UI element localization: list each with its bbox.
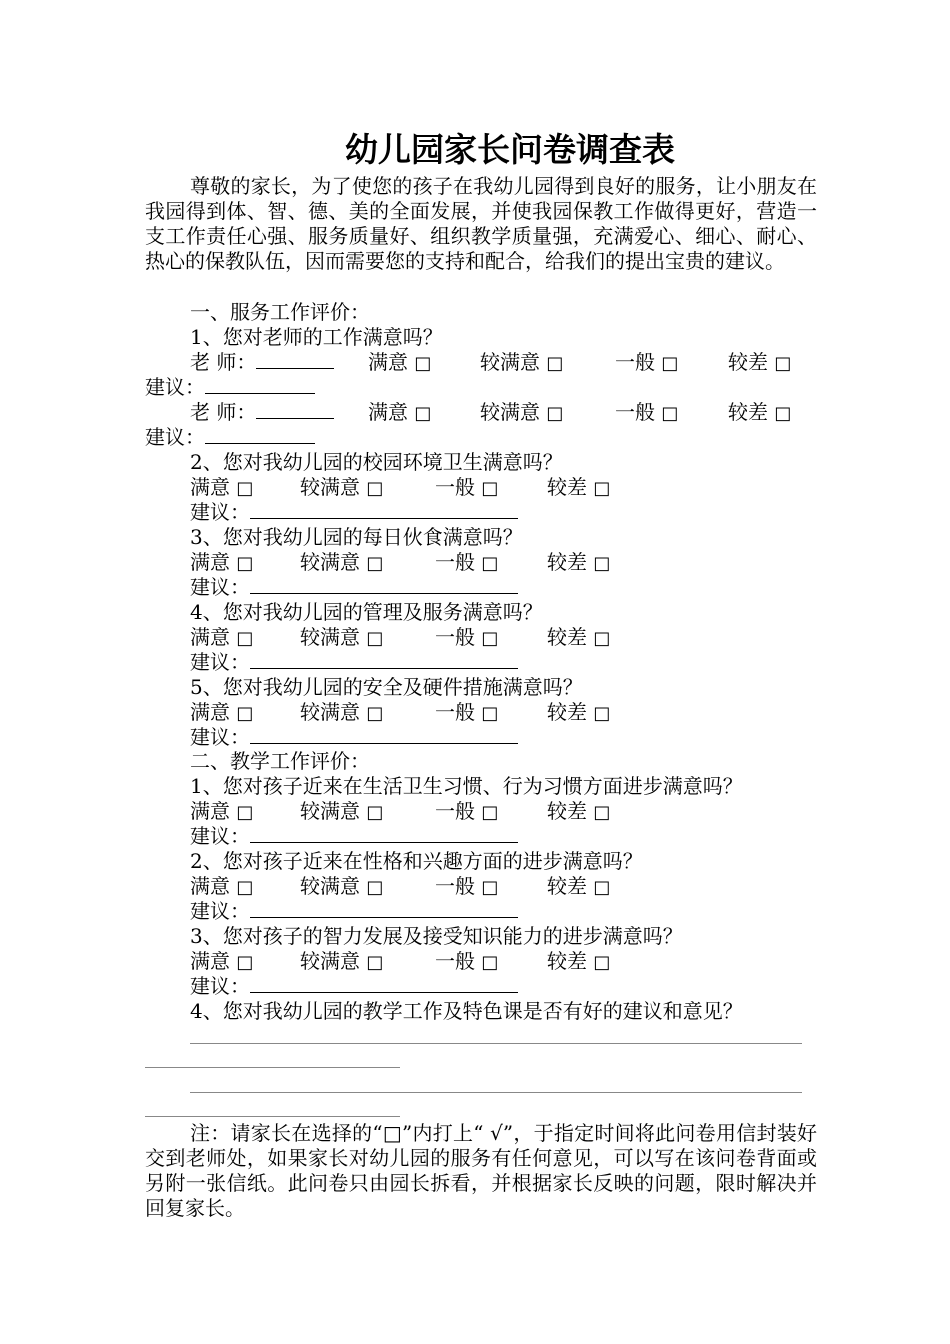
suggestion-field[interactable]: 建议： (190, 899, 518, 924)
option-poor[interactable]: 较差 □ (547, 949, 611, 973)
option-poor[interactable]: 较差 □ (547, 700, 611, 724)
option-average[interactable]: 一般 □ (615, 350, 679, 374)
option-satisfied[interactable]: 满意 □ (190, 949, 254, 973)
s1-question-2: 2、您对我幼儿园的校园环境卫生满意吗？ (190, 450, 563, 474)
rating-row (190, 874, 810, 899)
option-average[interactable]: 一般 □ (435, 550, 499, 574)
checkbox[interactable]: □ (481, 553, 499, 574)
checkbox[interactable]: □ (546, 353, 564, 374)
checkbox[interactable]: □ (236, 877, 254, 898)
option-satisfied[interactable]: 满意 □ (190, 874, 254, 898)
checkbox[interactable]: □ (661, 403, 679, 424)
checkbox[interactable]: □ (593, 553, 611, 574)
checkbox[interactable]: □ (236, 703, 254, 724)
suggestion-blank[interactable] (250, 899, 518, 918)
teacher-name-blank[interactable] (256, 350, 334, 369)
s2-question-3: 3、您对孩子的智力发展及接受知识能力的进步满意吗？ (190, 924, 683, 948)
checkbox[interactable]: □ (366, 802, 384, 823)
option-fairly-satisfied[interactable]: 较满意 □ (300, 700, 384, 724)
suggestion-field[interactable]: 建议： (190, 650, 518, 675)
checkbox[interactable]: □ (481, 952, 499, 973)
option-fairly-satisfied[interactable]: 较满意 □ (480, 350, 564, 374)
rating-row (190, 475, 810, 500)
section1-heading: 一、服务工作评价： (190, 300, 370, 324)
option-average[interactable]: 一般 □ (615, 400, 679, 424)
option-poor[interactable]: 较差 □ (728, 350, 792, 374)
checkbox[interactable]: □ (414, 353, 432, 374)
option-fairly-satisfied[interactable]: 较满意 □ (300, 550, 384, 574)
answer-line[interactable] (145, 1067, 400, 1068)
checkbox[interactable]: □ (236, 802, 254, 823)
option-fairly-satisfied[interactable]: 较满意 □ (480, 400, 564, 424)
checkbox[interactable]: □ (593, 703, 611, 724)
rating-row (190, 949, 810, 974)
suggestion-blank[interactable] (250, 824, 518, 843)
teacher-rating-row-2 (190, 400, 810, 425)
suggestion-field[interactable]: 建议： (190, 725, 518, 750)
suggestion-blank[interactable] (250, 575, 518, 594)
s2-question-2: 2、您对孩子近来在性格和兴趣方面的进步满意吗？ (190, 849, 643, 873)
option-poor[interactable]: 较差 □ (547, 874, 611, 898)
suggestion-blank[interactable] (250, 500, 518, 519)
checkbox[interactable]: □ (414, 403, 432, 424)
s2-question-1: 1、您对孩子近来在生活卫生习惯、行为习惯方面进步满意吗？ (190, 774, 743, 798)
option-satisfied[interactable]: 满意 □ (368, 350, 432, 374)
checkbox[interactable]: □ (774, 353, 792, 374)
option-average[interactable]: 一般 □ (435, 799, 499, 823)
option-satisfied[interactable]: 满意 □ (190, 475, 254, 499)
option-satisfied[interactable]: 满意 □ (190, 625, 254, 649)
answer-line[interactable] (145, 1116, 400, 1117)
option-average[interactable]: 一般 □ (435, 949, 499, 973)
teacher-name-field[interactable]: 老 师： (190, 400, 334, 425)
suggestion-field[interactable]: 建议： (190, 824, 518, 849)
checkbox[interactable]: □ (236, 628, 254, 649)
checkbox[interactable]: □ (593, 628, 611, 649)
option-satisfied[interactable]: 满意 □ (368, 400, 432, 424)
checkbox[interactable]: □ (366, 553, 384, 574)
checkbox[interactable]: □ (236, 952, 254, 973)
s1-question-1: 1、您对老师的工作满意吗？ (190, 325, 443, 349)
suggestion-field[interactable]: 建议： (190, 974, 518, 999)
teacher-name-field[interactable]: 老 师： (190, 350, 334, 375)
note-paragraph: 注：请家长在选择的“□”内打上“ √”，于指定时间将此问卷用信封装好交到老师处，如果家长对幼儿园的服务有任何意见，可以写在该问卷背面或另附一张信纸。此问卷只由园长拆看，并根据家长反映的问题，限时解决并回复家长。 (145, 1121, 817, 1220)
option-poor[interactable]: 较差 □ (547, 799, 611, 823)
suggestion-field[interactable]: 建议： (190, 575, 518, 600)
teacher-rating-row-1 (190, 350, 810, 375)
s2-question-4: 4、您对我幼儿园的教学工作及特色课是否有好的建议和意见？ (190, 999, 743, 1023)
suggestion-field[interactable]: 建议： (145, 375, 315, 400)
checkbox[interactable]: □ (366, 478, 384, 499)
checkbox[interactable]: □ (593, 802, 611, 823)
intro-paragraph: 尊敬的家长，为了使您的孩子在我幼儿园得到良好的服务，让小朋友在我园得到体、智、德、美的全面发展，并使我园保教工作做得更好，营造一支工作责任心强、服务质量好、组织教学质量强，充满爱心、细心、耐心、热心的保教队伍，因而需要您的支持和配合，给我们的提出宝贵的建议。 (145, 174, 817, 273)
suggestion-blank[interactable] (250, 650, 518, 669)
option-satisfied[interactable]: 满意 □ (190, 550, 254, 574)
suggestion-blank[interactable] (250, 725, 518, 744)
section2-heading: 二、教学工作评价： (190, 749, 370, 773)
teacher-name-blank[interactable] (256, 400, 334, 419)
checkbox[interactable]: □ (661, 353, 679, 374)
checkbox[interactable]: □ (593, 952, 611, 973)
checkbox[interactable]: □ (593, 478, 611, 499)
option-poor[interactable]: 较差 □ (547, 625, 611, 649)
option-fairly-satisfied[interactable]: 较满意 □ (300, 625, 384, 649)
rating-row (190, 625, 810, 650)
option-poor[interactable]: 较差 □ (547, 550, 611, 574)
checkbox[interactable]: □ (481, 877, 499, 898)
option-fairly-satisfied[interactable]: 较满意 □ (300, 475, 384, 499)
answer-line[interactable] (190, 1092, 802, 1093)
option-fairly-satisfied[interactable]: 较满意 □ (300, 874, 384, 898)
suggestion-blank[interactable] (250, 974, 518, 993)
answer-line[interactable] (190, 1043, 802, 1044)
checkbox[interactable]: □ (236, 478, 254, 499)
checkbox[interactable]: □ (366, 877, 384, 898)
suggestion-field[interactable]: 建议： (190, 500, 518, 525)
page-title: 幼儿园家长问卷调查表 (345, 130, 675, 169)
option-poor[interactable]: 较差 □ (547, 475, 611, 499)
suggestion-blank[interactable] (205, 375, 315, 394)
option-satisfied[interactable]: 满意 □ (190, 799, 254, 823)
rating-row (190, 550, 810, 575)
option-satisfied[interactable]: 满意 □ (190, 700, 254, 724)
checkbox[interactable]: □ (366, 628, 384, 649)
checkbox[interactable]: □ (593, 877, 611, 898)
option-average[interactable]: 一般 □ (435, 475, 499, 499)
option-average[interactable]: 一般 □ (435, 874, 499, 898)
checkbox[interactable]: □ (481, 628, 499, 649)
rating-row (190, 700, 810, 725)
suggestion-field[interactable]: 建议： (145, 425, 315, 450)
option-average[interactable]: 一般 □ (435, 625, 499, 649)
checkbox[interactable]: □ (546, 403, 564, 424)
s1-question-4: 4、您对我幼儿园的管理及服务满意吗？ (190, 600, 543, 624)
checkbox[interactable]: □ (366, 952, 384, 973)
suggestion-blank[interactable] (205, 425, 315, 444)
checkbox[interactable]: □ (366, 703, 384, 724)
checkbox[interactable]: □ (481, 478, 499, 499)
s1-question-5: 5、您对我幼儿园的安全及硬件措施满意吗？ (190, 675, 583, 699)
option-poor[interactable]: 较差 □ (728, 400, 792, 424)
checkbox[interactable]: □ (481, 802, 499, 823)
checkbox[interactable]: □ (481, 703, 499, 724)
s1-question-3: 3、您对我幼儿园的每日伙食满意吗？ (190, 525, 523, 549)
rating-row (190, 799, 810, 824)
checkbox[interactable]: □ (774, 403, 792, 424)
option-fairly-satisfied[interactable]: 较满意 □ (300, 949, 384, 973)
checkbox[interactable]: □ (236, 553, 254, 574)
option-average[interactable]: 一般 □ (435, 700, 499, 724)
option-fairly-satisfied[interactable]: 较满意 □ (300, 799, 384, 823)
